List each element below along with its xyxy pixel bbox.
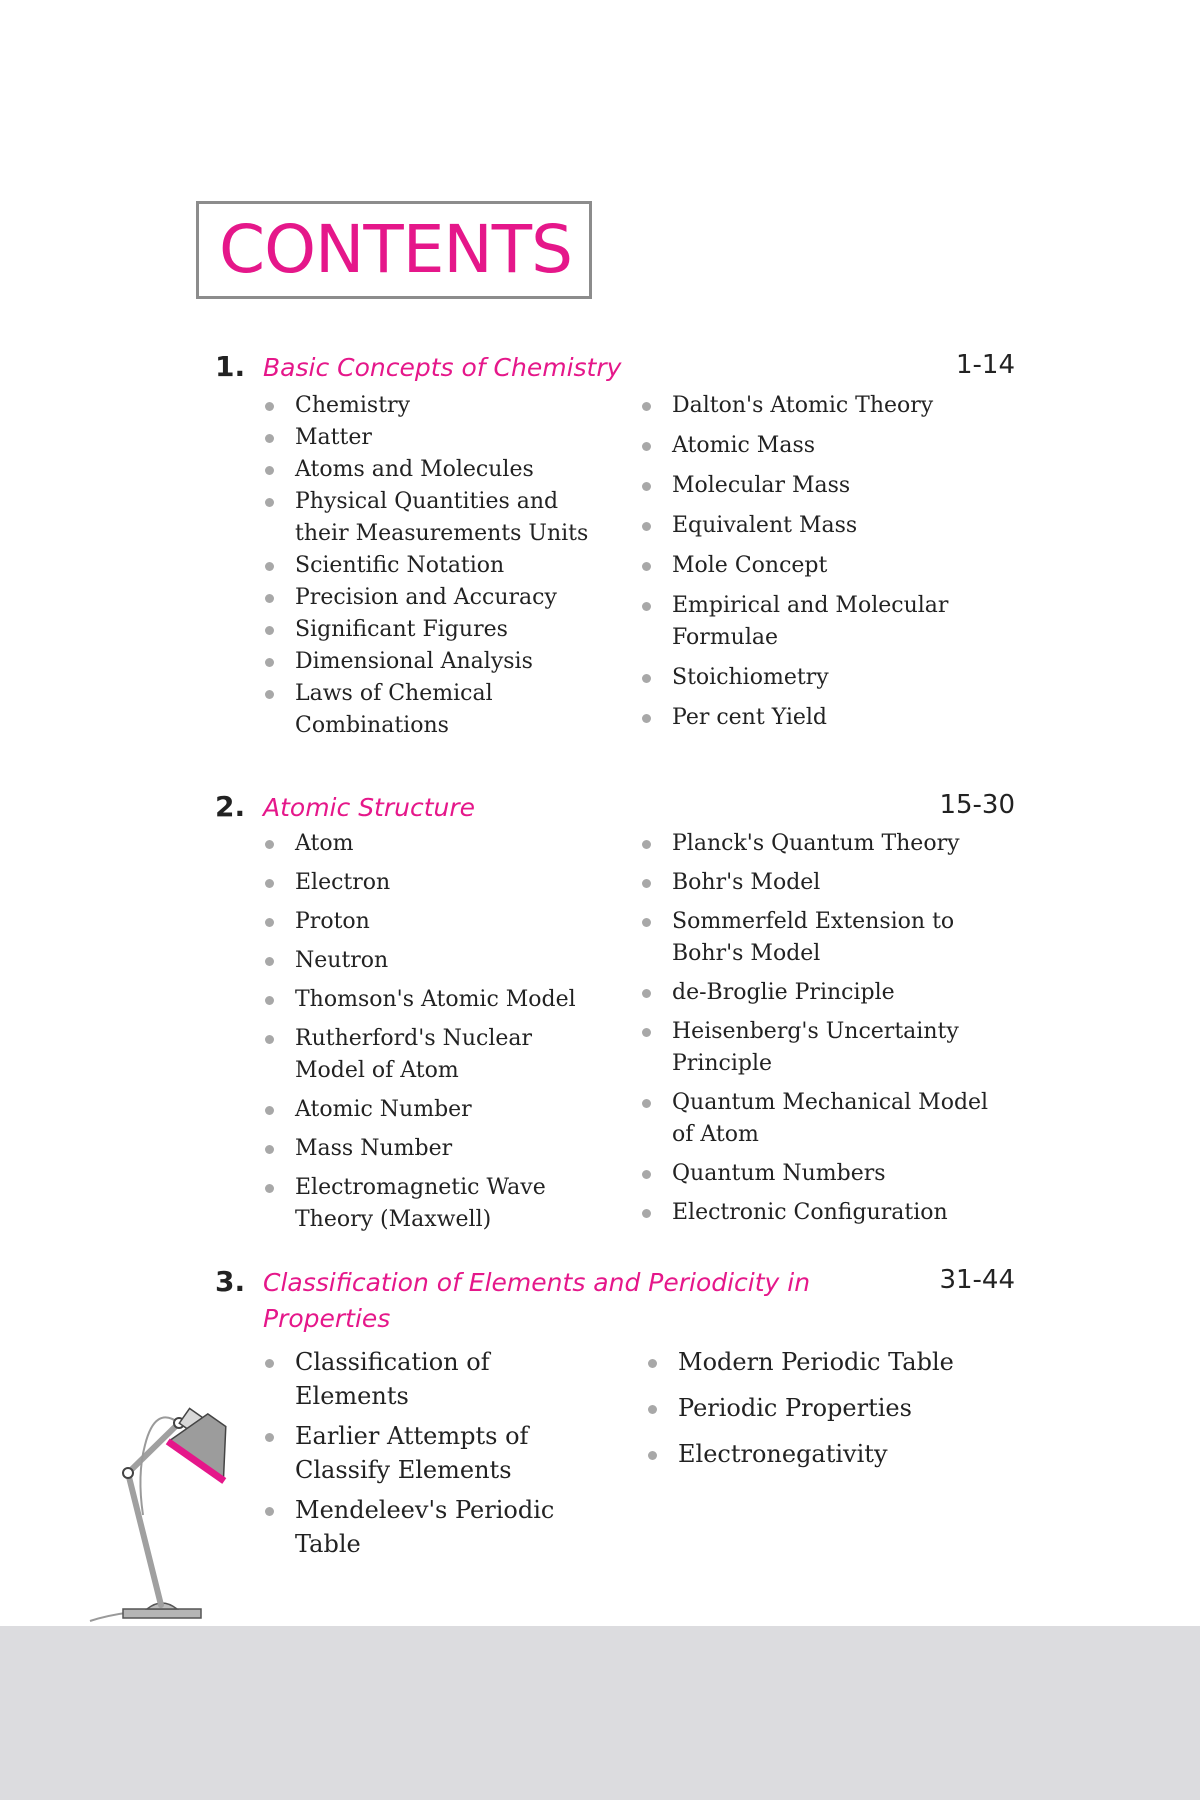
bullet-icon — [265, 957, 274, 966]
bullet-icon — [265, 466, 274, 475]
topic-item — [263, 614, 603, 646]
topic-label: Mass Number — [295, 1136, 453, 1161]
topic-item — [640, 702, 980, 734]
topic-list-right — [640, 390, 980, 742]
topic-label: Stoichiometry — [672, 665, 829, 690]
topic-item — [640, 867, 1000, 899]
topic-label: Scientific Notation — [295, 553, 505, 578]
topic-item — [646, 1437, 986, 1471]
topic-label: Mole Concept — [672, 553, 828, 578]
bullet-icon — [642, 1170, 651, 1179]
bullet-icon — [265, 594, 274, 603]
bullet-icon — [265, 840, 274, 849]
topic-item — [640, 470, 980, 502]
topic-item — [640, 828, 1000, 860]
topic-item — [640, 550, 980, 582]
topic-item — [263, 945, 603, 977]
topic-label: Neutron — [295, 948, 389, 973]
section-pages: 1-14 — [955, 350, 1015, 380]
bullet-icon — [265, 918, 274, 927]
topic-label: Periodic Properties — [678, 1394, 912, 1422]
topic-label: Equivalent Mass — [672, 513, 858, 538]
section-pages: 31-44 — [939, 1265, 1015, 1295]
topic-item — [263, 1094, 603, 1126]
topic-label: Dalton's Atomic Theory — [672, 393, 934, 418]
section-number: 3. — [215, 1265, 246, 1298]
topic-item — [640, 1197, 1000, 1229]
bullet-icon — [642, 402, 651, 411]
topic-label: Quantum Numbers — [672, 1161, 886, 1186]
bullet-icon — [648, 1359, 657, 1368]
section-2 — [215, 790, 1015, 1260]
topic-label: Dimensional Analysis — [295, 649, 533, 674]
topic-item — [640, 1087, 1000, 1151]
topic-list-right — [646, 1345, 986, 1483]
topic-label: Earlier Attempts of Classify Elements — [295, 1422, 529, 1484]
bullet-icon — [642, 1209, 651, 1218]
topic-item — [263, 1345, 603, 1413]
topic-item — [640, 590, 980, 654]
topic-item — [640, 510, 980, 542]
topic-item — [263, 1023, 603, 1087]
topic-label: Modern Periodic Table — [678, 1348, 954, 1376]
topic-item — [263, 550, 603, 582]
topic-label: Heisenberg's Uncertainty Principle — [672, 1019, 959, 1076]
topic-item — [263, 454, 603, 486]
topic-label: Bohr's Model — [672, 870, 821, 895]
topic-item — [263, 390, 603, 422]
topic-list-left — [263, 828, 603, 1243]
topic-label: Precision and Accuracy — [295, 585, 557, 610]
bullet-icon — [265, 1145, 274, 1154]
bullet-icon — [642, 602, 651, 611]
bullet-icon — [265, 626, 274, 635]
section-number: 1. — [215, 350, 246, 383]
topic-item — [263, 646, 603, 678]
topic-label: Per cent Yield — [672, 705, 827, 730]
topic-label: Significant Figures — [295, 617, 508, 642]
topic-label: Electronegativity — [678, 1440, 888, 1468]
bullet-icon — [265, 1507, 274, 1516]
topic-label: Atomic Number — [295, 1097, 472, 1122]
bullet-icon — [265, 658, 274, 667]
bullet-icon — [642, 522, 651, 531]
topic-item — [263, 1493, 603, 1561]
topic-item — [640, 977, 1000, 1009]
bullet-icon — [642, 879, 651, 888]
bullet-icon — [642, 918, 651, 927]
bullet-icon — [642, 840, 651, 849]
topic-item — [263, 906, 603, 938]
bullet-icon — [648, 1405, 657, 1414]
section-title: Atomic Structure — [263, 793, 476, 822]
topic-label: Atomic Mass — [672, 433, 816, 458]
bullet-icon — [265, 498, 274, 507]
desk-lamp-icon — [85, 1385, 265, 1625]
bullet-icon — [265, 1106, 274, 1115]
section-title: Basic Concepts of Chemistry — [263, 353, 622, 382]
topic-label: Quantum Mechanical Model of Atom — [672, 1090, 989, 1147]
topic-label: Atom — [295, 831, 354, 856]
bullet-icon — [265, 402, 274, 411]
topic-item — [640, 1158, 1000, 1190]
topic-list-left — [263, 390, 603, 742]
topic-label: Rutherford's Nuclear Model of Atom — [295, 1026, 533, 1083]
page-footer-band — [0, 1626, 1200, 1800]
topic-label: Sommerfeld Extension to Bohr's Model — [672, 909, 955, 966]
topic-item — [263, 828, 603, 860]
bullet-icon — [265, 1359, 274, 1368]
topic-item — [640, 390, 980, 422]
topic-list-left — [263, 1345, 603, 1567]
topic-label: Planck's Quantum Theory — [672, 831, 960, 856]
bullet-icon — [265, 879, 274, 888]
section-1 — [215, 350, 1015, 770]
topic-label: Thomson's Atomic Model — [295, 987, 576, 1012]
bullet-icon — [642, 989, 651, 998]
topic-label: Proton — [295, 909, 370, 934]
bullet-icon — [265, 1433, 274, 1442]
topic-label: Electronic Configuration — [672, 1200, 948, 1225]
bullet-icon — [265, 562, 274, 571]
topic-label: Matter — [295, 425, 372, 450]
bullet-icon — [265, 1035, 274, 1044]
topic-item — [263, 1172, 603, 1236]
topic-label: Physical Quantities and their Measurements Units — [295, 489, 589, 546]
topic-item — [640, 662, 980, 694]
topic-item — [263, 1419, 603, 1487]
topic-item — [263, 1133, 603, 1165]
bullet-icon — [265, 1184, 274, 1193]
topic-item — [263, 582, 603, 614]
topic-item — [646, 1345, 986, 1379]
bullet-icon — [648, 1451, 657, 1460]
topic-label: Classification of Elements — [295, 1348, 490, 1410]
bullet-icon — [642, 1099, 651, 1108]
topic-label: de-Broglie Principle — [672, 980, 895, 1005]
bullet-icon — [642, 1028, 651, 1037]
topic-item — [263, 486, 603, 550]
page-title: CONTENTS — [219, 211, 573, 288]
section-3 — [215, 1265, 1015, 1558]
bullet-icon — [642, 482, 651, 491]
topic-item — [640, 430, 980, 462]
topic-item — [263, 678, 603, 742]
bullet-icon — [642, 562, 651, 571]
topic-label: Electron — [295, 870, 391, 895]
topic-label: Empirical and Molecular Formulae — [672, 593, 949, 650]
topic-label: Atoms and Molecules — [295, 457, 534, 482]
topic-item — [646, 1391, 986, 1425]
topic-label: Mendeleev's Periodic Table — [295, 1496, 555, 1558]
topic-item — [263, 867, 603, 899]
bullet-icon — [265, 996, 274, 1005]
bullet-icon — [642, 442, 651, 451]
bullet-icon — [265, 434, 274, 443]
section-pages: 15-30 — [939, 790, 1015, 820]
topic-label: Molecular Mass — [672, 473, 851, 498]
section-title: Classification of Elements and Periodicity in Properties — [263, 1268, 811, 1333]
topic-label: Chemistry — [295, 393, 410, 418]
contents-title-box — [196, 201, 592, 299]
bullet-icon — [265, 690, 274, 699]
topic-item — [263, 984, 603, 1016]
bullet-icon — [642, 674, 651, 683]
topic-label: Electromagnetic Wave Theory (Maxwell) — [295, 1175, 546, 1232]
bullet-icon — [642, 714, 651, 723]
topic-item — [640, 906, 1000, 970]
topic-item — [640, 1016, 1000, 1080]
topic-label: Laws of Chemical Combinations — [295, 681, 493, 738]
topic-list-right — [640, 828, 1000, 1236]
topic-item — [263, 422, 603, 454]
section-number: 2. — [215, 790, 246, 823]
